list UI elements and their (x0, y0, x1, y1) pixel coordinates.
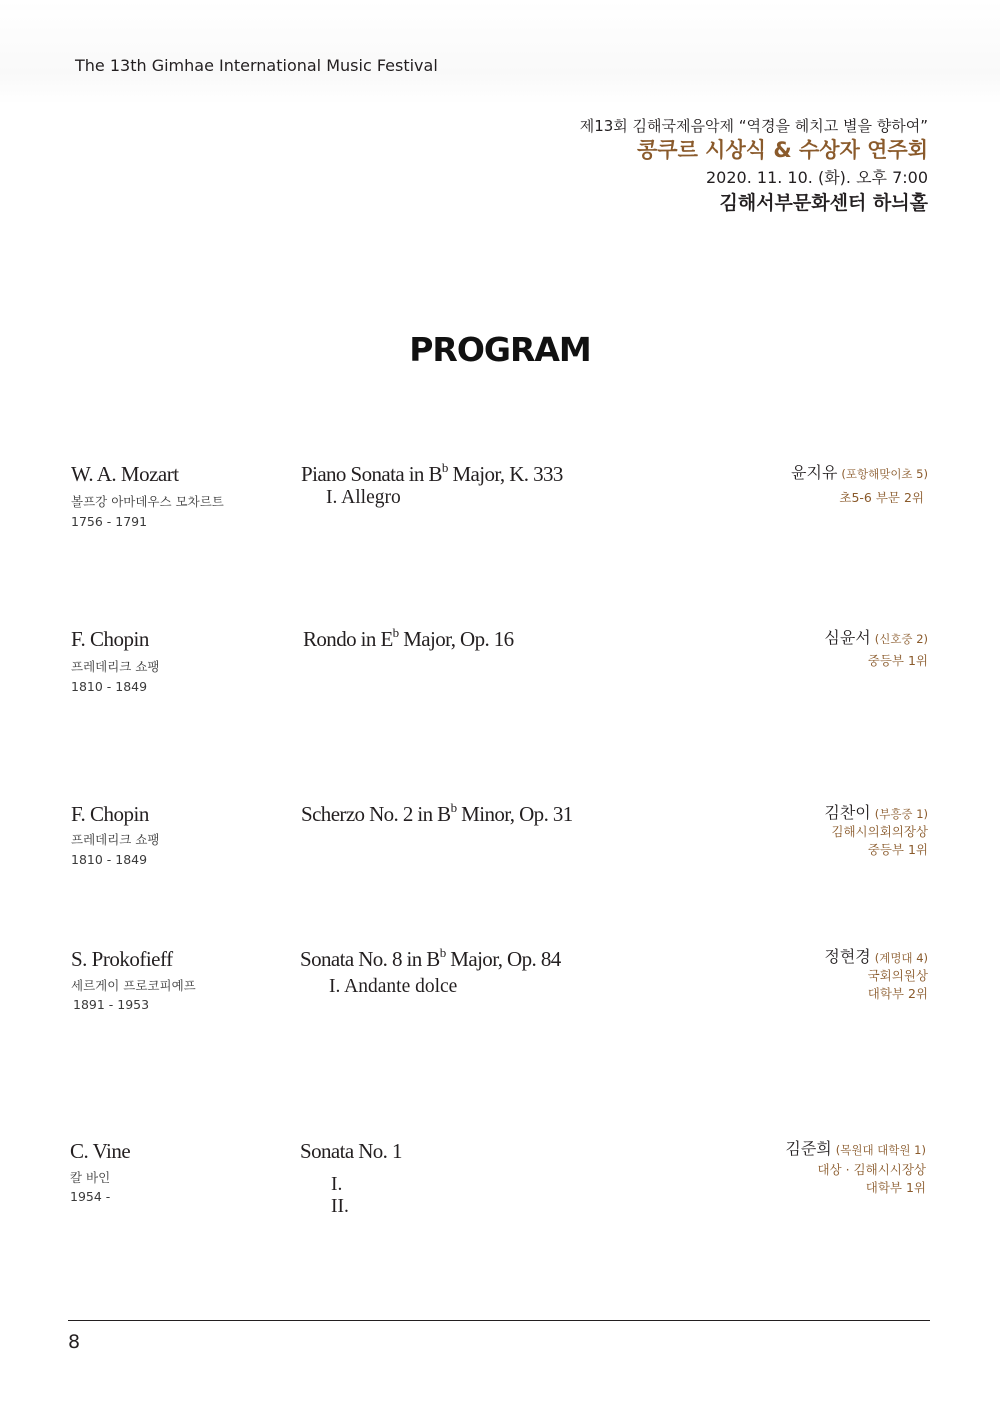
page-number: 8 (68, 1331, 81, 1353)
flat-sign: b (441, 460, 448, 475)
composer-years: 1810 - 1849 (71, 852, 148, 867)
performer-award: 국회의원상 (867, 968, 928, 983)
program-entry (0, 947, 1000, 1057)
composer-name: S. Prokofieff (71, 947, 173, 971)
program-title: PROGRAM (409, 330, 591, 369)
work-title: Sonata No. 8 in $B^b$ Major, Op. 84 (300, 945, 561, 971)
performer-award: 중등부 1위 (867, 653, 928, 668)
performer-school: (계명대 4) (874, 951, 928, 965)
footer-divider (68, 1320, 930, 1321)
performer-name: 윤지유 (791, 463, 838, 482)
performer-award: 중등부 1위 (867, 842, 928, 857)
composer-name: F. Chopin (71, 802, 149, 826)
composer-years: 1954 - (70, 1189, 111, 1204)
event-info (580, 116, 928, 216)
program-entry (0, 1139, 1000, 1229)
performer-name: 김찬이 (824, 803, 871, 822)
work-title: Rondo in $E^b$ Major, Op. 16 (303, 625, 514, 651)
performer-name: 김준희 (785, 1139, 832, 1158)
program-entry (0, 627, 1000, 737)
composer-korean-name: 볼프강 아마데우스 모차르트 (71, 494, 224, 509)
performer-name: 심윤서 (824, 628, 871, 647)
performer-award: 초5-6 부문 2위 (839, 490, 924, 505)
composer-name: F. Chopin (71, 627, 149, 651)
composer-korean-name: 칼 바인 (70, 1170, 111, 1185)
performer-award: 김해시의회의장상 (831, 824, 928, 839)
performer-name: 정현경 (824, 947, 871, 966)
event-datetime: 2020. 11. 10. (화). 오후 7:00 (706, 168, 928, 187)
event-series: 제13회 김해국제음악제 “역경을 헤치고 별을 향하여” (579, 117, 928, 135)
performer-school: (신호중 2) (874, 632, 928, 646)
performer-award: 대학부 2위 (867, 986, 928, 1001)
performer-info (824, 629, 928, 670)
performer-info (824, 948, 928, 1003)
flat-sign: b (392, 625, 399, 640)
performer-info (785, 1140, 926, 1197)
performer-award: 대학부 1위 (865, 1180, 926, 1195)
flat-sign: b (450, 800, 457, 815)
composer-korean-name: 프레데리크 쇼팽 (71, 832, 160, 847)
composer-years: 1810 - 1849 (71, 679, 148, 694)
performer-info (824, 804, 928, 859)
composer-name: C. Vine (70, 1139, 131, 1163)
performer-award: 대상 · 김해시시장상 (817, 1162, 926, 1177)
movement: I. Allegro (326, 487, 401, 508)
flat-sign: b (439, 945, 446, 960)
program-entry (0, 802, 1000, 912)
composer-years: 1891 - 1953 (73, 997, 150, 1012)
performer-school: (목원대 대학원 1) (835, 1143, 926, 1157)
movement: I. Andante dolce (329, 976, 458, 997)
performer-info (791, 464, 928, 507)
performer-school: (부흥중 1) (874, 807, 928, 821)
composer-korean-name: 프레데리크 쇼팽 (71, 659, 160, 674)
composer-name: W. A. Mozart (71, 462, 179, 486)
movement: II. (331, 1196, 349, 1217)
work-title: Sonata No. 1 (300, 1139, 402, 1163)
composer-korean-name: 세르게이 프로코피예프 (71, 978, 196, 993)
festival-name: The 13th Gimhae International Music Festival (75, 56, 438, 75)
movement: I. (331, 1174, 343, 1195)
festival-header-bar (0, 0, 1000, 104)
event-venue: 김해서부문화센터 하늬홀 (719, 192, 928, 214)
work-title: Scherzo No. 2 in $B^b$ Minor, Op. 31 (301, 800, 573, 826)
program-entry (0, 462, 1000, 572)
work-title: Piano Sonata in $B^b$ Major, K. 333 (301, 460, 563, 486)
performer-school: (포항해맞이초 5) (841, 467, 928, 481)
event-title: 콩쿠르 시상식 & 수상자 연주회 (637, 138, 928, 162)
composer-years: 1756 - 1791 (71, 514, 148, 529)
